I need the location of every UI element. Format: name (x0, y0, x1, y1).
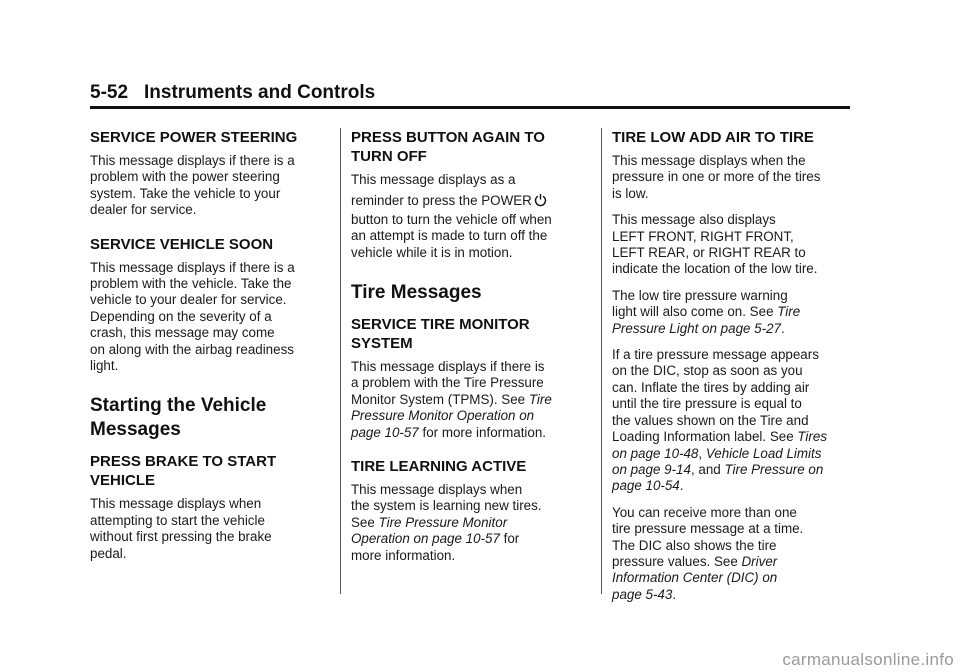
link-tires[interactable]: Tires on page 10-48 (612, 429, 828, 461)
watermark-text: carmanualsonline.info (782, 650, 954, 669)
para-tire-low-3 (612, 288, 850, 337)
heading-service-vehicle-soon: SERVICE VEHICLE SOON (90, 235, 274, 253)
para-tire-low-5-text: You can receive more than one tire pressure message at a time. The DIC also shows the tire pressure values. See (612, 504, 804, 569)
heading-service-power-steering: SERVICE POWER STEERING (90, 129, 298, 146)
column-1 (90, 128, 328, 572)
para-press-brake: This message displays when attempting to start the vehicle without first pressing the brake pedal. (90, 496, 272, 561)
para-tire-low-4-sep1: , (698, 445, 706, 461)
heading-starting-line-1: Starting the Vehicle (90, 395, 267, 417)
para-learning-text-2: for more information. (351, 531, 520, 563)
heading-press-button-again: PRESS BUTTON AGAIN TO TURN OFF (351, 129, 545, 165)
power-button-icon (534, 193, 547, 211)
para-press-again-text-2: reminder to press the POWER (351, 193, 532, 209)
link-tpms-operation-2[interactable]: Tire Pressure Monitor Operation on page 10-57 (351, 514, 508, 547)
para-tire-low-5-end: . (672, 586, 677, 602)
column-divider-1 (340, 128, 341, 594)
para-service-tire-monitor (351, 359, 589, 441)
page-header (90, 82, 850, 104)
para-tire-low-4-end: . (679, 478, 684, 494)
heading-service-tire-monitor: SERVICE TIRE MONITOR SYSTEM (351, 316, 530, 353)
para-tire-low-1: This message displays when the pressure in one or more of the tires is low. (612, 153, 821, 201)
para-service-tire-text-2: for more information. (418, 424, 547, 440)
para-tire-low-4-sep2: , and (690, 461, 725, 477)
link-tpms-operation[interactable]: Tire Pressure Monitor Operation on page 10-57 (351, 391, 552, 440)
para-tire-low-2: This message also displays LEFT FRONT, RIGHT FRONT, LEFT REAR, or RIGHT REAR to indicate the location of the low tire. (612, 212, 818, 277)
column-3 (612, 128, 850, 613)
column-divider-2 (601, 128, 602, 594)
link-tire-pressure-light[interactable]: Tire Pressure Light on page 5-27 (612, 304, 801, 336)
para-press-button-again (351, 172, 589, 261)
para-tire-learning-active (351, 482, 589, 564)
para-service-tire-text-1: This message displays if there is a problem with the Tire Pressure Monitor System (TPMS). See (351, 359, 545, 407)
heading-tire-messages: Tire Messages (351, 282, 482, 304)
para-tire-low-3-end: . (781, 320, 785, 336)
para-tire-low-4-text: If a tire pressure message appears on the DIC, stop as soon as you can. Inflate the tires by adding air until the tire pressure is equal to the values shown on the Tire and Loading Information label. See (612, 347, 819, 445)
section-title: Instruments and Controls (144, 82, 376, 103)
para-service-vehicle-soon: This message displays if there is a problem with the vehicle. Take the vehicle to your dealer for service. Depending on the severity of a crash, this message may come on along with the airbag readiness light. (90, 259, 295, 374)
para-service-power-steering: This message displays if there is a problem with the power steering system. Take the vehicle to your dealer for service. (90, 153, 295, 218)
link-vehicle-load-limits[interactable]: Vehicle Load Limits on page 9-14 (612, 445, 822, 477)
header-text (90, 82, 850, 104)
para-press-again-line-2 (351, 193, 547, 211)
heading-starting-vehicle-messages (90, 394, 328, 442)
heading-press-brake: PRESS BRAKE TO START VEHICLE (90, 453, 277, 490)
para-tire-low-5 (612, 505, 850, 603)
para-learning-text-1: This message displays when the system is learning new tires. See (351, 482, 542, 530)
para-tire-low-4 (612, 347, 850, 495)
column-2 (351, 128, 589, 574)
heading-tire-learning-active: TIRE LEARNING ACTIVE (351, 458, 527, 476)
heading-starting-line-2: Messages (90, 419, 181, 441)
para-press-again-line-1: This message displays as a (351, 172, 516, 187)
para-tire-low-3-text: The low tire pressure warning light will also come on. See (612, 287, 788, 320)
link-driver-information-center[interactable]: Driver Information Center (DIC) on page 5-43 (612, 553, 778, 602)
link-tire-pressure[interactable]: Tire Pressure on page 10-54 (612, 461, 824, 494)
page-number: 5-52 (90, 82, 129, 103)
heading-tire-low-add-air: TIRE LOW ADD AIR TO TIRE (612, 129, 814, 146)
para-press-again-line-3: button to turn the vehicle off when an attempt is made to turn off the vehicle while it is in motion. (351, 211, 552, 260)
header-rule (90, 106, 850, 109)
